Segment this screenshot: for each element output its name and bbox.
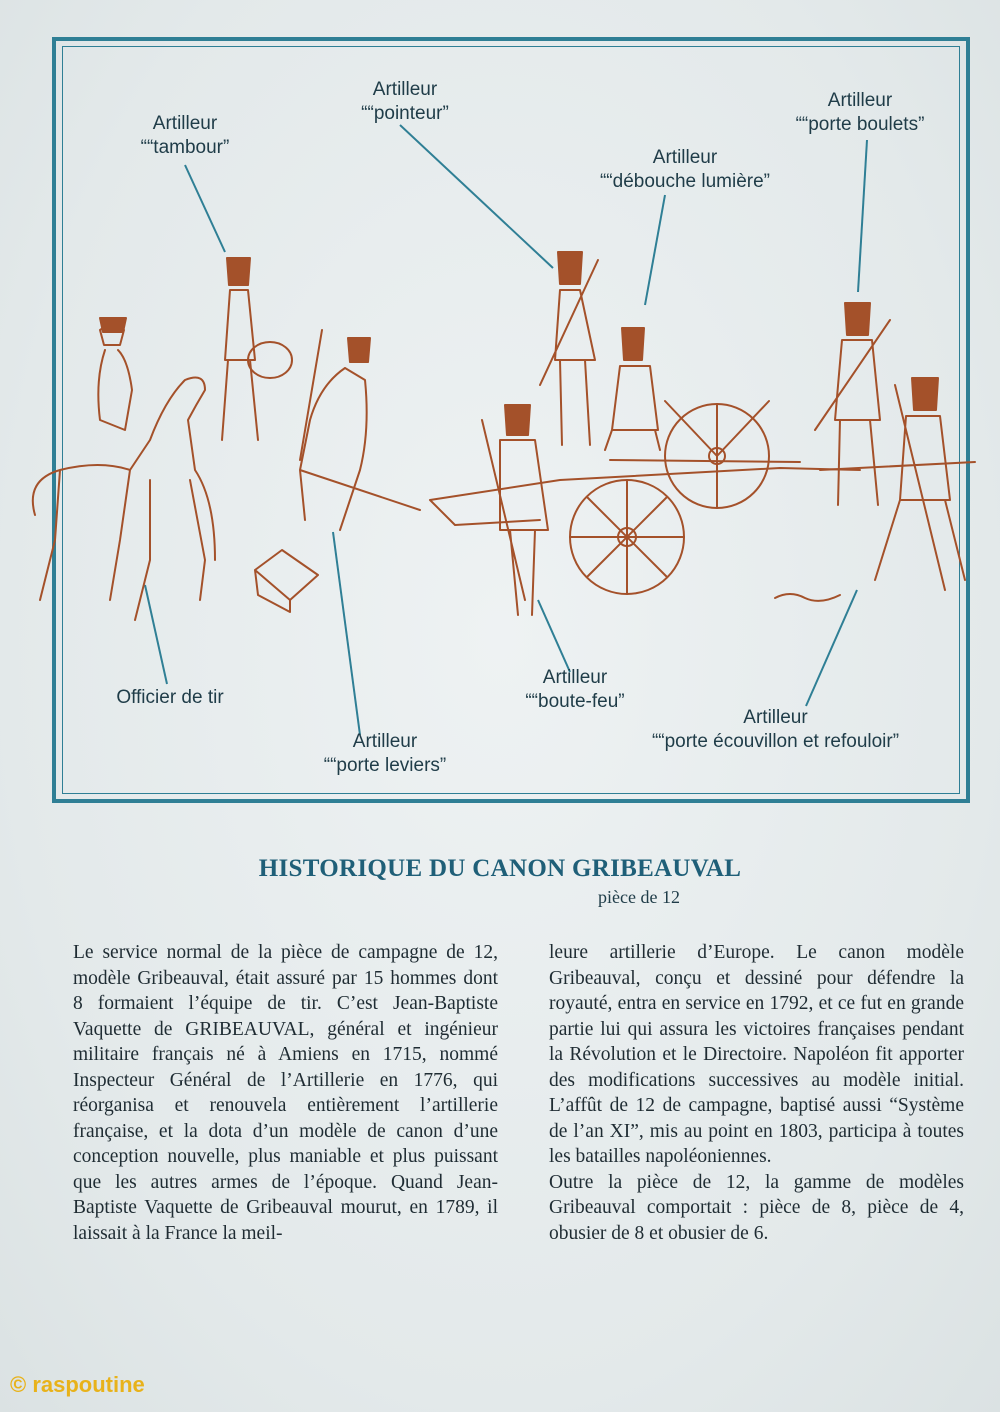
pointer-line-debouche: [645, 195, 665, 305]
ammunition-box: [255, 550, 318, 612]
label-ecouvillon-name: ““porte écouvillon et refouloir”: [651, 731, 900, 752]
label-tambour: [110, 112, 260, 160]
debouche-lumiere-figure: [605, 328, 660, 450]
pointeur-figure: [540, 252, 598, 445]
label-porte-boulets: [765, 89, 955, 137]
label-officier-name: Officier de tir: [116, 687, 224, 708]
pointer-line-tambour: [185, 165, 225, 252]
paragraph-right-1: leure artillerie d’Europe. Le canon modèle Gribeauval, conçu et dessiné pour défendre la royauté, entra en service en 1792, et ce fut en grande partie lui qui assura les victoires françaises pendant la Révolution et le Directoire. Napoléon fit apporter des modifications successives au modèle initial. L’affût de 12 de campagne, baptisé aussi “Système de l’an XI”, mis au point en 1803, participa à toutes les batailles napoléoniennes.: [549, 942, 964, 1167]
pointer-line-pointeur: [400, 125, 553, 268]
label-pointeur: [325, 78, 485, 126]
label-leviers-name: ““porte leviers”: [323, 755, 447, 776]
text-column-right: [549, 940, 964, 1246]
label-tambour-name: ““tambour”: [140, 137, 230, 158]
label-tambour-role: Artilleur: [152, 113, 218, 134]
label-pointeur-name: ““pointeur”: [361, 103, 449, 124]
label-boutefeu-name: ““boute-feu”: [525, 691, 625, 712]
paragraph-left: Le service normal de la pièce de campagne de 12, modèle Gribeauval, était assuré par 15 hommes dont 8 formaient l’équipe de tir. C’est Jean-Baptiste Vaquette de GRIBEAUVAL, général et ingénieur militaire français né à Amiens en 1715, nommé Inspecteur Général de l’Artillerie en 1776, qui réorganisa et renouvela entièrement l’artillerie française, et la dota d’un modèle de canon d’une conception nouvelle, plus maniable et plus puissant que les autres armes de l’époque. Quand Jean-Baptiste Vaquette de Gribeauval mourut, en 1789, il laissait à la France la meil-: [73, 942, 498, 1244]
label-boulets-role: Artilleur: [827, 90, 893, 111]
label-debouche-role: Artilleur: [652, 147, 718, 168]
porte-leviers-figure: [300, 330, 420, 530]
pointer-line-leviers: [333, 532, 360, 735]
pointer-line-boulets: [858, 140, 867, 292]
drummer-figure: [222, 258, 292, 440]
label-officier-de-tir: [85, 686, 255, 710]
artist-signature: [775, 594, 840, 601]
label-boutefeu-role: Artilleur: [542, 667, 608, 688]
label-debouche-name: ““débouche lumière”: [599, 171, 771, 192]
watermark: © raspoutine: [10, 1372, 145, 1397]
label-porte-ecouvillon: [598, 706, 953, 754]
paragraph-right-2: Outre la pièce de 12, la gamme de modèles Gribeauval comportait : pièce de 8, pièce de 4, obusier de 8 et obusier de 6.: [549, 1171, 964, 1244]
label-porte-leviers: [290, 730, 480, 778]
label-debouche-lumiere: [565, 146, 805, 194]
pointer-line-boutefeu: [538, 600, 570, 672]
pointer-line-officier: [145, 585, 167, 684]
boute-feu-figure: [482, 405, 548, 615]
label-leviers-role: Artilleur: [352, 731, 418, 752]
horse-officer-figure: [33, 318, 215, 620]
porte-ecouvillon-figure: [820, 378, 975, 590]
text-column-left: [73, 940, 498, 1246]
label-boulets-name: ““porte boulets”: [795, 114, 925, 135]
page-title: HISTORIQUE DU CANON GRIBEAUVAL: [258, 855, 742, 882]
label-ecouvillon-role: Artilleur: [743, 707, 808, 728]
label-pointeur-role: Artilleur: [372, 79, 438, 100]
pointer-line-ecouvillon: [806, 590, 857, 706]
page-subtitle: pièce de 12: [598, 887, 680, 907]
porte-boulets-figure: [815, 303, 890, 505]
